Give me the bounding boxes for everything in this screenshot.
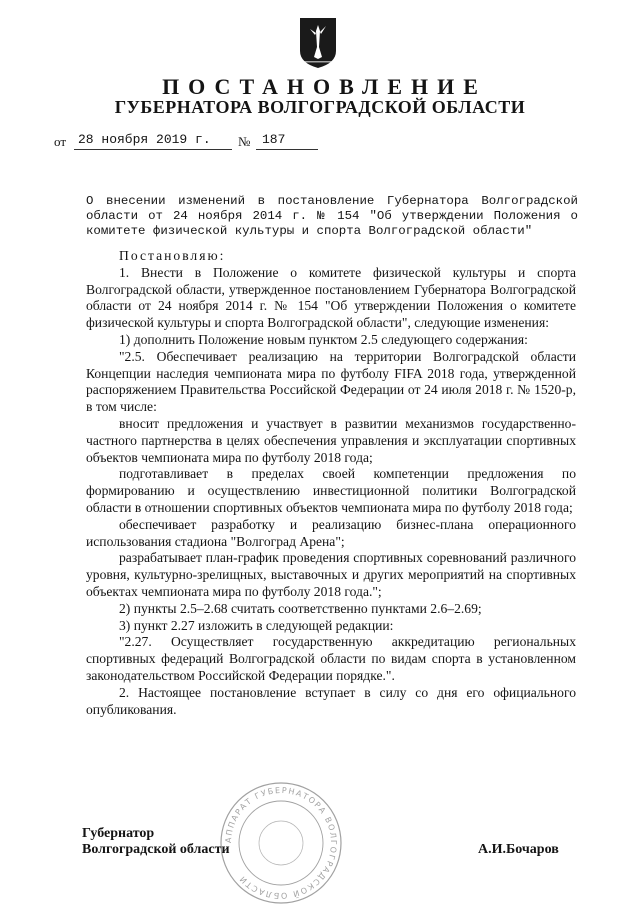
document-subject: О внесении изменений в постановление Губернатора Волгоградской области от 24 ноября 2014 г. № 154 "Об утверждении Положения о комитете физической культуры и спорта Волгоградской области"	[86, 194, 578, 239]
signatory-position	[82, 826, 230, 858]
number-underline	[256, 149, 318, 150]
paragraph: подготавливает в пределах своей компетенции предложения по формированию и осуществлению инвестиционной политики Волгоградской области в отношении спортивных объектов чемпионата мира по футболу 2018 года;	[86, 466, 576, 515]
paragraph: "2.27. Осуществляет государственную аккредитацию региональных спортивных федераций Волгоградской области по видам спорта в установленном законодательством Российской Федерации порядке.".	[86, 634, 576, 683]
paragraph: вносит предложения и участвует в развитии механизмов государственно-частного партнерства в целях обеспечения управления и эксплуатации спортивных объектов чемпионата мира по футболу 2018 года;	[86, 415, 576, 465]
document-body	[86, 248, 576, 718]
signatory-position-line1: Губернатор	[82, 826, 155, 841]
document-subtitle: ГУБЕРНАТОРА ВОЛГОГРАДСКОЙ ОБЛАСТИ	[114, 97, 526, 117]
paragraph: разрабатывает план-график проведения спортивных соревнований различного уровня, культурно-зрелищных, выставочных и других мероприятий на спортивных объектах чемпионата мира по футболу 2018 года.";	[86, 550, 576, 599]
paragraph: 1. Внести в Положение о комитете физической культуры и спорта Волгоградской области, утвержденное постановлением Губернатора Волгоградской области от 24 ноября 2014 г. № 154 "Об утверждении Положения о комитете физической культуры и спорта Волгоградской области", следующие изменения:	[86, 264, 576, 331]
signatory-position-line2: Волгоградской области	[82, 842, 230, 857]
signatory-name: А.И.Бочаров	[478, 842, 559, 857]
paragraph: 1) дополнить Положение новым пунктом 2.5 следующего содержания:	[119, 331, 528, 347]
official-seal	[216, 778, 346, 908]
coat-of-arms-emblem	[299, 17, 337, 69]
number-value: 187	[262, 132, 286, 147]
paragraph: 3) пункт 2.27 изложить в следующей редакции:	[119, 617, 394, 633]
seal-text: АППАРАТ ГУБЕРНАТОРА ВОЛГОГРАДСКОЙ ОБЛАСТИ	[223, 785, 339, 901]
svg-text:АППАРАТ ГУБЕРНАТОРА ВОЛГОГРАДС	[224, 786, 338, 901]
paragraph: обеспечивает разработку и реализацию бизнес-плана операционного использования стадиона "Волгоград Арена";	[86, 516, 576, 549]
paragraph: 2. Настоящее постановление вступает в силу со дня его официального опубликования.	[86, 684, 576, 717]
decree-word: Постановляю:	[119, 248, 226, 263]
paragraph: 2) пункты 2.5–2.68 считать соответственно пунктами 2.6–2.69;	[119, 600, 482, 616]
date-label: от	[54, 134, 67, 149]
document-title: ПОСТАНОВЛЕНИЕ	[162, 74, 487, 99]
number-label: №	[238, 134, 251, 149]
date-underline	[74, 149, 232, 150]
date-value: 28 ноября 2019 г.	[78, 132, 211, 147]
paragraph: "2.5. Обеспечивает реализацию на территории Волгоградской области Концепции наследия чемпионата мира по футболу FIFA 2018 года, утвержденной распоряжением Правительства Российской Федерации от 24 июля 2018 г. № 1520-р, в том числе:	[86, 348, 576, 415]
